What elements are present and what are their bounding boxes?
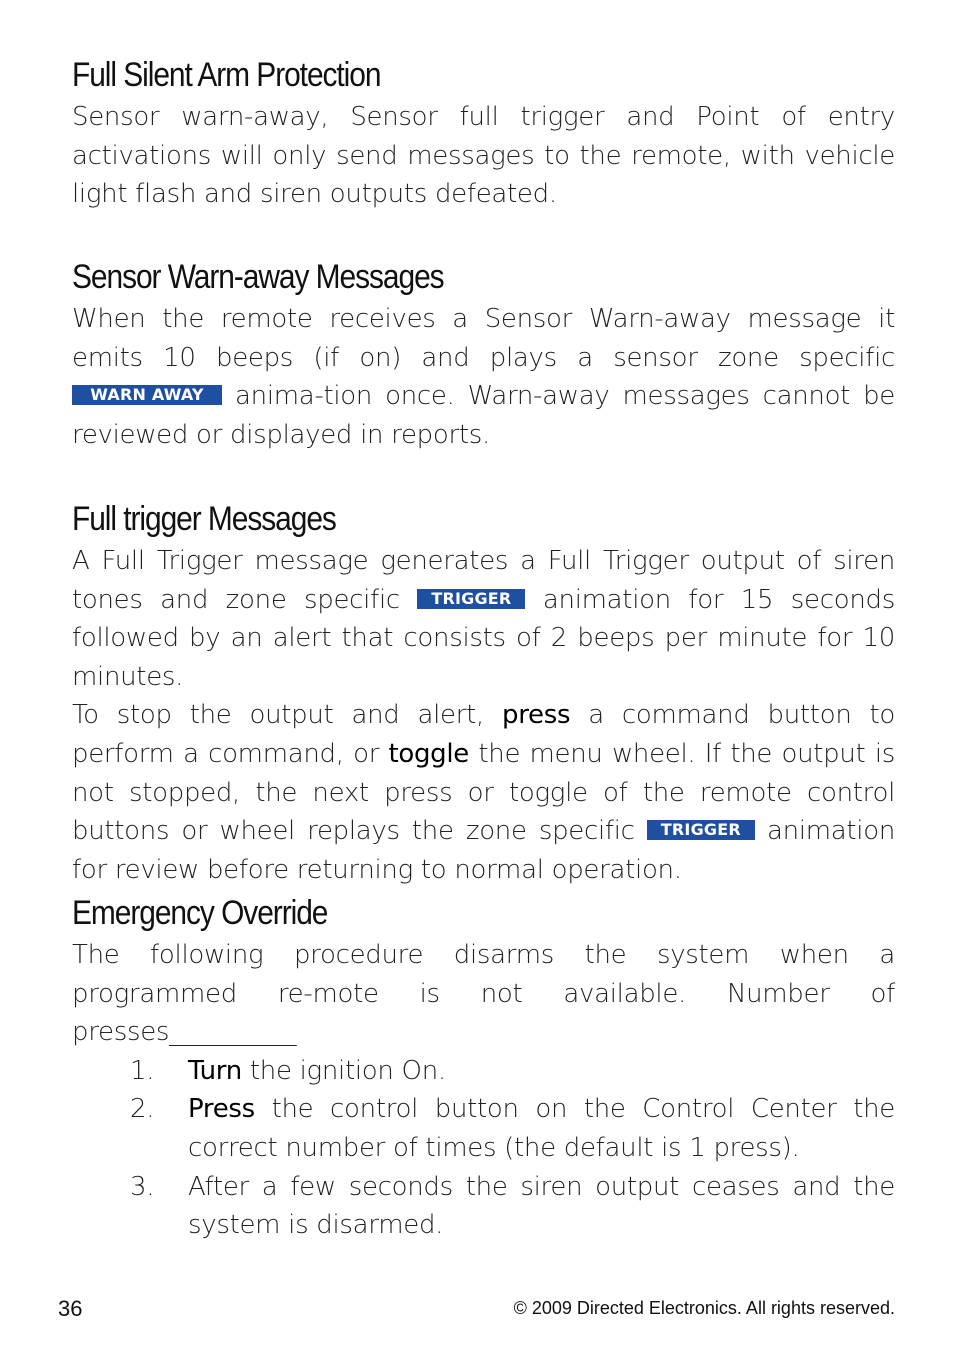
paragraph-full-silent-arm-protection: Sensor warn-away, Sensor full trigger and Point of entry activations will only send messages to the remote, with vehicle light flash and siren outputs defeated. <box>72 102 895 210</box>
step-text: the control button on the Control Center the correct number of times (the default is 1 press). <box>188 1094 895 1163</box>
step-item <box>72 1168 895 1245</box>
heading-emergency-override: Emergency Override <box>72 894 328 932</box>
page-number: 36 <box>58 1296 83 1321</box>
page-content <box>72 52 895 1287</box>
paragraph-sensor-warn-away <box>72 300 895 454</box>
paragraph-text: the menu wheel. If the output is not stopped, the next press or toggle of the remote control buttons or wheel replays the zone specific <box>72 738 895 847</box>
paragraph-emergency-intro: The following procedure disarms the system when a programmed re-mote is not available. Number of presses__________ <box>72 940 895 1048</box>
trigger-badge: TRIGGER <box>417 589 525 609</box>
paragraph-text: animation for review before returning to normal operation. <box>72 816 896 885</box>
paragraph-text: a command button to perform a command, or <box>72 700 895 769</box>
section-sensor-warn-away-messages <box>72 254 895 454</box>
paragraph-text: When the remote receives a Sensor Warn-away message it emits 10 beeps (if on) and plays a sensor zone specific <box>72 304 895 373</box>
toggle-keyword: toggle <box>388 738 469 769</box>
step-number: 3. <box>130 1171 155 1202</box>
heading-sensor-warn-away-messages: Sensor Warn-away Messages <box>72 258 444 296</box>
step-action: Press <box>188 1094 255 1125</box>
section-full-trigger-messages <box>72 496 896 885</box>
paragraph-text: animation for 15 seconds followed by an alert that consists of 2 beeps per minute for 10 minutes. <box>72 584 895 692</box>
heading-full-silent-arm-protection: Full Silent Arm Protection <box>72 56 381 94</box>
copyright-notice: © 2009 Directed Electronics. All rights reserved. <box>513 1298 895 1318</box>
paragraph-stop-output <box>72 696 895 889</box>
paragraph-text: A Full Trigger message generates a Full Trigger output of siren tones and zone specific <box>72 546 895 615</box>
warn-away-badge: WARN AWAY <box>72 385 222 405</box>
step-text: the ignition On. <box>241 1055 446 1086</box>
step-item <box>72 1090 895 1167</box>
heading-full-trigger-messages: Full trigger Messages <box>72 500 336 538</box>
trigger-badge: TRIGGER <box>647 820 755 840</box>
procedure-steps <box>72 1052 895 1245</box>
step-text: After a few seconds the siren output ceases and the system is disarmed. <box>188 1171 895 1241</box>
section-emergency-override <box>72 890 895 1245</box>
paragraph-full-trigger-output <box>72 542 895 696</box>
step-number: 2. <box>130 1094 155 1125</box>
step-number: 1. <box>130 1055 155 1086</box>
step-action: Turn <box>188 1055 242 1086</box>
step-item <box>72 1052 895 1091</box>
press-keyword: press <box>502 700 571 731</box>
paragraph-text: To stop the output and alert, <box>72 700 502 731</box>
paragraph-text: anima-tion once. Warn-away messages cannot be reviewed or displayed in reports. <box>72 381 895 450</box>
page-footer <box>58 1296 895 1324</box>
section-full-silent-arm-protection <box>72 52 895 212</box>
